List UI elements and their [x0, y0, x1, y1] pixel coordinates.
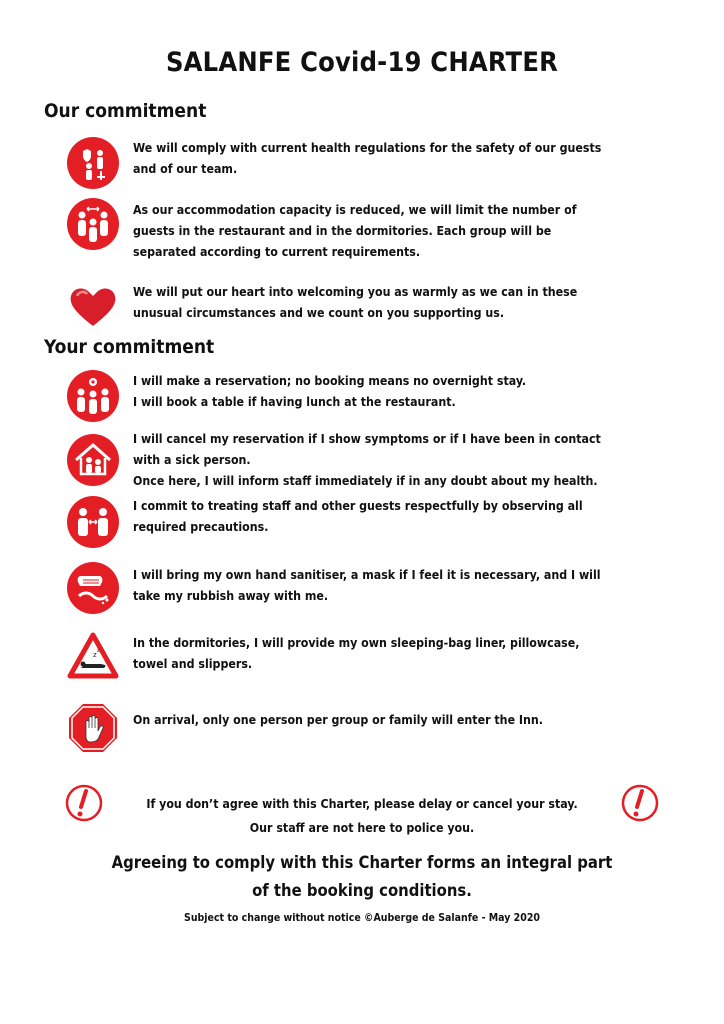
- commitment-line: I will cancel my reservation if I show symptoms or if I have been in contact with a sick person.: [133, 432, 601, 467]
- commitment-line: I commit to treating staff and other guests respectfully by observing all required precautions.: [133, 499, 583, 534]
- notice-line: Our staff are not here to police you.: [249, 821, 475, 835]
- commitment-line: On arrival, only one person per group or family will enter the Inn.: [133, 713, 543, 727]
- disagreement-notice: [0, 792, 724, 840]
- health-staff-icon: [67, 137, 119, 189]
- reservation-group-icon: [67, 370, 119, 422]
- commitment-line: I will bring my own hand sanitiser, a mask if I feel it is necessary, and I will take my rubbish away with me.: [133, 568, 601, 603]
- commitment-text: [133, 138, 603, 180]
- commitment-text: [133, 633, 603, 675]
- commitment-line: In the dormitories, I will provide my own sleeping-bag liner, pillowcase, towel and slippers.: [133, 636, 580, 671]
- stay-home-icon: [67, 434, 119, 486]
- commitment-text: [133, 565, 603, 607]
- page-title: SALANFE Covid-19 CHARTER: [165, 47, 559, 78]
- commitment-line: We will comply with current health regulations for the safety of our guests and of our team.: [133, 141, 602, 176]
- svg-text:z: z: [97, 648, 100, 654]
- commitment-line: I will book a table if having lunch at the restaurant.: [133, 395, 456, 409]
- your-commitment-heading: Your commitment: [44, 336, 215, 358]
- stop-hand-icon: [67, 702, 119, 754]
- mask-sanitiser-icon: [67, 562, 119, 614]
- commitment-text: [133, 429, 603, 492]
- agreement-statement: [0, 849, 724, 905]
- commitment-text: [133, 496, 603, 538]
- commitment-line: As our accommodation capacity is reduced, we will limit the number of guests in the restaurant and in the dormitories. Each group will be separated according to current requirements.: [133, 203, 577, 259]
- heart-icon: [67, 280, 119, 332]
- group-distancing-icon: [67, 198, 119, 250]
- footer-note: Subject to change without notice ©Auberge de Salanfe - May 2020: [184, 912, 540, 924]
- commitment-text: [133, 710, 603, 731]
- agreement-line: of the booking conditions.: [252, 881, 472, 900]
- our-commitment-heading: Our commitment: [44, 100, 207, 122]
- commitment-text: [133, 371, 603, 413]
- agreement-line: Agreeing to comply with this Charter forms an integral part: [111, 853, 613, 872]
- svg-text:z: z: [93, 651, 97, 659]
- commitment-text: [133, 200, 603, 263]
- distancing-icon: [67, 496, 119, 548]
- commitment-line: We will put our heart into welcoming you as warmly as we can in these unusual circumstances and we count on you supporting us.: [133, 285, 578, 320]
- sleeping-warning-icon: [67, 630, 119, 682]
- commitment-line: Once here, I will inform staff immediately if in any doubt about my health.: [133, 474, 598, 488]
- commitment-text: [133, 282, 603, 324]
- notice-line: If you don’t agree with this Charter, please delay or cancel your stay.: [146, 797, 578, 811]
- commitment-line: I will make a reservation; no booking means no overnight stay.: [133, 374, 527, 388]
